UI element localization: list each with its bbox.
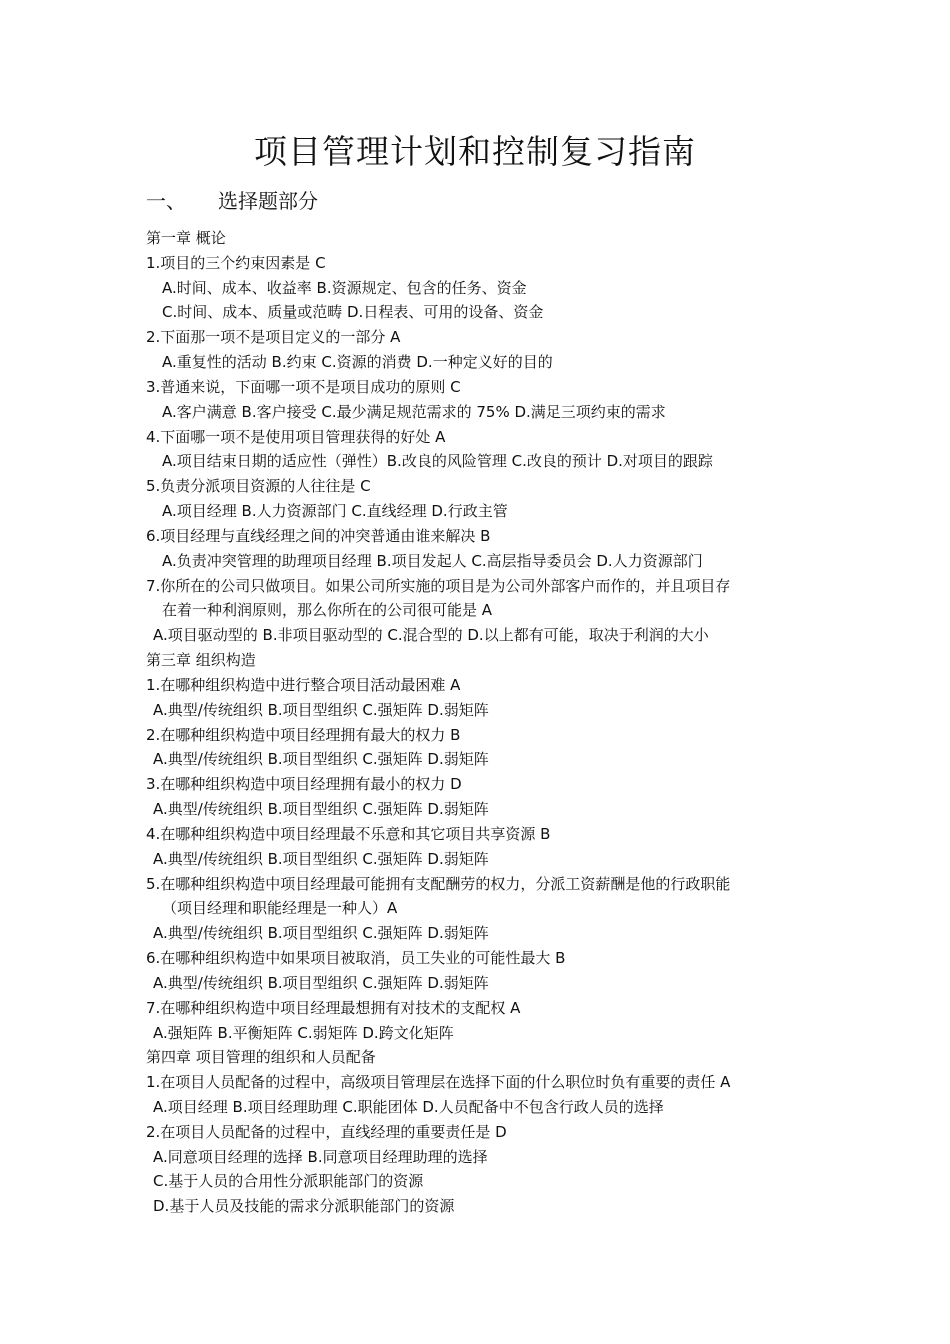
- option-line: A.强矩阵 B.平衡矩阵 C.弱矩阵 D.跨文化矩阵: [153, 1023, 454, 1042]
- question-line: 第三章 组织构造: [146, 651, 256, 670]
- question-line: 4.在哪种组织构造中项目经理最不乐意和其它项目共享资源 B: [146, 824, 551, 843]
- option-line: A.典型/传统组织 B.项目型组织 C.强矩阵 D.弱矩阵: [153, 924, 489, 943]
- question-line: 2.下面那一项不是项目定义的一部分 A: [146, 328, 401, 347]
- option-line: （项目经理和职能经理是一种人）A: [162, 899, 398, 918]
- document-body: [0, 226, 950, 1219]
- question-line: 5.负责分派项目资源的人往往是 C: [146, 477, 371, 496]
- option-line: A.项目结束日期的适应性（弹性）B.改良的风险管理 C.改良的预计 D.对项目的跟踪: [162, 452, 713, 471]
- option-line: A.典型/传统组织 B.项目型组织 C.强矩阵 D.弱矩阵: [153, 700, 489, 719]
- option-line: A.典型/传统组织 B.项目型组织 C.强矩阵 D.弱矩阵: [153, 750, 489, 769]
- document-title: 项目管理计划和控制复习指南: [254, 132, 696, 171]
- option-line: A.典型/传统组织 B.项目型组织 C.强矩阵 D.弱矩阵: [153, 800, 489, 819]
- question-line: 2.在哪种组织构造中项目经理拥有最大的权力 B: [146, 725, 461, 744]
- option-line: C.时间、成本、质量或范畴 D.日程表、可用的设备、资金: [162, 303, 544, 322]
- section-heading: [146, 185, 318, 217]
- option-line: A.重复性的活动 B.约束 C.资源的消费 D.一种定义好的目的: [162, 353, 553, 372]
- option-line: C.基于人员的合用性分派职能部门的资源: [153, 1172, 424, 1191]
- option-line: A.时间、成本、收益率 B.资源规定、包含的任务、资金: [162, 278, 527, 297]
- question-line: 3.在哪种组织构造中项目经理拥有最小的权力 D: [146, 775, 462, 794]
- option-line: A.典型/传统组织 B.项目型组织 C.强矩阵 D.弱矩阵: [153, 973, 489, 992]
- option-line: A.项目经理 B.项目经理助理 C.职能团体 D.人员配备中不包含行政人员的选择: [153, 1097, 664, 1116]
- question-line: 7.你所在的公司只做项目。如果公司所实施的项目是为公司外部客户而作的，并且项目存: [146, 576, 731, 595]
- question-line: 2.在项目人员配备的过程中，直线经理的重要责任是 D: [146, 1122, 507, 1141]
- option-line: A.典型/传统组织 B.项目型组织 C.强矩阵 D.弱矩阵: [153, 849, 489, 868]
- question-line: 6.在哪种组织构造中如果项目被取消，员工失业的可能性最大 B: [146, 949, 566, 968]
- option-line: A.客户满意 B.客户接受 C.最少满足规范需求的 75% D.满足三项约束的需求: [162, 402, 666, 421]
- question-line: 第四章 项目管理的组织和人员配备: [146, 1048, 376, 1067]
- question-line: 1.在哪种组织构造中进行整合项目活动最困难 A: [146, 675, 461, 694]
- question-line: 5.在哪种组织构造中项目经理最可能拥有支配酬劳的权力，分派工资薪酬是他的行政职能: [146, 874, 731, 893]
- option-line: A.项目驱动型的 B.非项目驱动型的 C.混合型的 D.以上都有可能，取决于利润的大小: [153, 626, 709, 645]
- section-label: 选择题部分: [218, 189, 318, 213]
- section-number: 一、: [146, 189, 186, 213]
- option-line: 在着一种利润原则，那么你所在的公司很可能是 A: [162, 601, 493, 620]
- question-line: 3.普通来说，下面哪一项不是项目成功的原则 C: [146, 377, 461, 396]
- question-line: 6.项目经理与直线经理之间的冲突普通由谁来解决 B: [146, 526, 491, 545]
- option-line: A.同意项目经理的选择 B.同意项目经理助理的选择: [153, 1147, 488, 1166]
- question-line: 7.在哪种组织构造中项目经理最想拥有对技术的支配权 A: [146, 998, 521, 1017]
- option-line: D.基于人员及技能的需求分派职能部门的资源: [153, 1197, 455, 1216]
- option-line: A.负责冲突管理的助理项目经理 B.项目发起人 C.高层指导委员会 D.人力资源部门: [162, 551, 703, 570]
- question-line: 4.下面哪一项不是使用项目管理获得的好处 A: [146, 427, 446, 446]
- option-line: A.项目经理 B.人力资源部门 C.直线经理 D.行政主管: [162, 502, 508, 521]
- question-line: 第一章 概论: [146, 229, 226, 247]
- question-line: 1.项目的三个约束因素是 C: [146, 253, 326, 272]
- question-line: 1.在项目人员配备的过程中，高级项目管理层在选择下面的什么职位时负有重要的责任 A: [146, 1073, 731, 1092]
